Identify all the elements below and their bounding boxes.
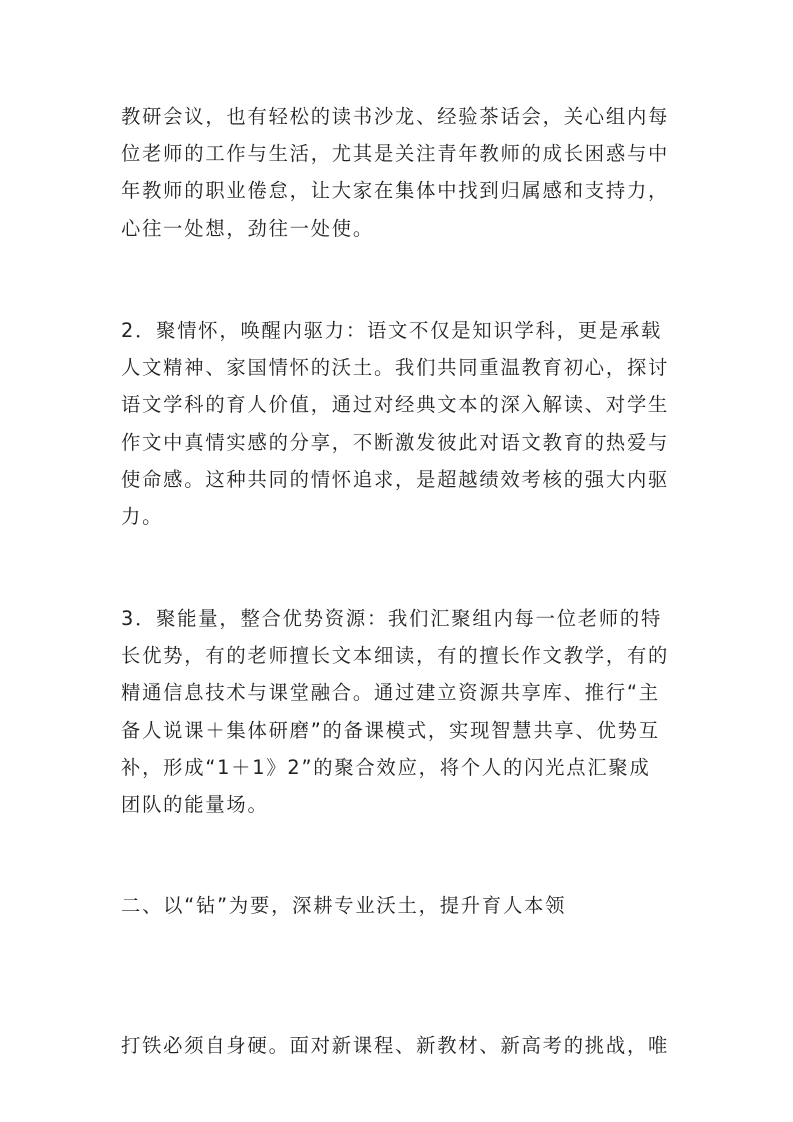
text-line: 打铁必须自身硬。面对新课程、新教材、新高考的挑战，唯 bbox=[121, 1034, 670, 1057]
text-line: 语文学科的育人价值，通过对经典文本的深入解读、对学生 bbox=[121, 393, 670, 417]
text-line: 团队的能量场。 bbox=[121, 793, 269, 817]
section-heading bbox=[121, 887, 681, 924]
text-line: 年教师的职业倦怠，让大家在集体中找到归属感和支持力， bbox=[121, 179, 670, 203]
text-line: 精通信息技术与课堂融合。通过建立资源共享库、推行“主 bbox=[121, 681, 660, 705]
text-line: 位老师的工作与生活，尤其是关注青年教师的成长困惑与中 bbox=[121, 142, 670, 166]
text-line: 力。 bbox=[121, 505, 164, 529]
text-line: 人文精神、家国情怀的沃土。我们共同重温教育初心，探讨 bbox=[121, 356, 670, 380]
paragraph-2-gather-sentiment bbox=[121, 312, 681, 535]
paragraph-1 bbox=[121, 98, 681, 247]
text-line: 作文中真情实感的分享，不断激发彼此对语文教育的热爱与 bbox=[121, 430, 670, 454]
heading-text: 二、以“钻”为要，深耕专业沃土，提升育人本领 bbox=[121, 894, 567, 917]
text-line: 心往一处想，劲往一处使。 bbox=[121, 216, 374, 240]
text-line: 使命感。这种共同的情怀追求，是超越绩效考核的强大内驱 bbox=[121, 467, 670, 491]
paragraph-3-gather-energy bbox=[121, 600, 681, 823]
paragraph-5 bbox=[121, 1027, 681, 1064]
text-line: 2．聚情怀，唤醒内驱力：语文不仅是知识学科，更是承载 bbox=[121, 319, 663, 342]
text-line: 3．聚能量，整合优势资源：我们汇聚组内每一位老师的特 bbox=[121, 607, 663, 630]
text-line: 长优势，有的老师擅长文本细读，有的擅长作文教学，有的 bbox=[121, 644, 670, 668]
text-line: 备人说课＋集体研磨”的备课模式，实现智慧共享、优势互 bbox=[121, 718, 660, 742]
text-line: 教研会议，也有轻松的读书沙龙、经验茶话会，关心组内每 bbox=[121, 105, 670, 128]
text-line: 补，形成“1＋1》2”的聚合效应，将个人的闪光点汇聚成 bbox=[121, 755, 651, 779]
